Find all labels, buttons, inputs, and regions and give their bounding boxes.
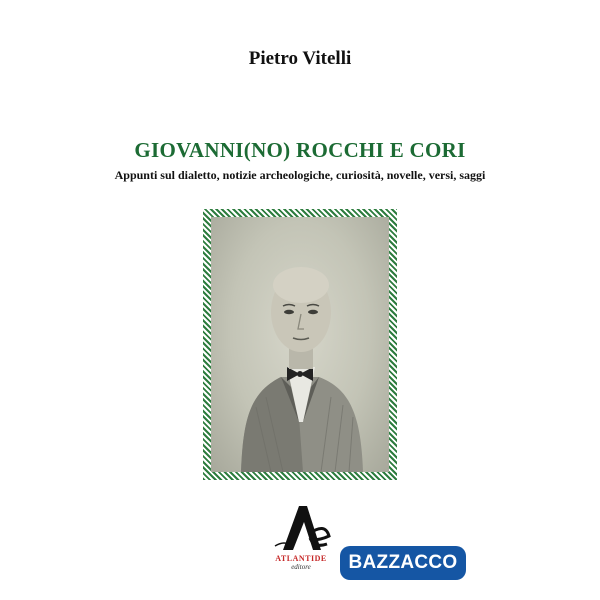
portrait-photo: [211, 217, 389, 472]
book-title: GIOVANNI(NO) ROCCHI E CORI: [134, 138, 466, 162]
author-name: Pietro Vitelli: [248, 48, 352, 69]
portrait-frame: [203, 209, 397, 480]
book-subtitle: Appunti sul dialetto, notizie archeologiche, curiosità, novelle, versi, saggi: [114, 168, 486, 182]
publisher-subtitle: editore: [291, 563, 311, 571]
bazzacco-badge: BAZZACCO: [340, 546, 466, 580]
atlantide-logo-icon: [265, 500, 337, 555]
publisher-name: ATLANTIDE: [275, 554, 327, 563]
portrait-figure: [211, 217, 389, 472]
